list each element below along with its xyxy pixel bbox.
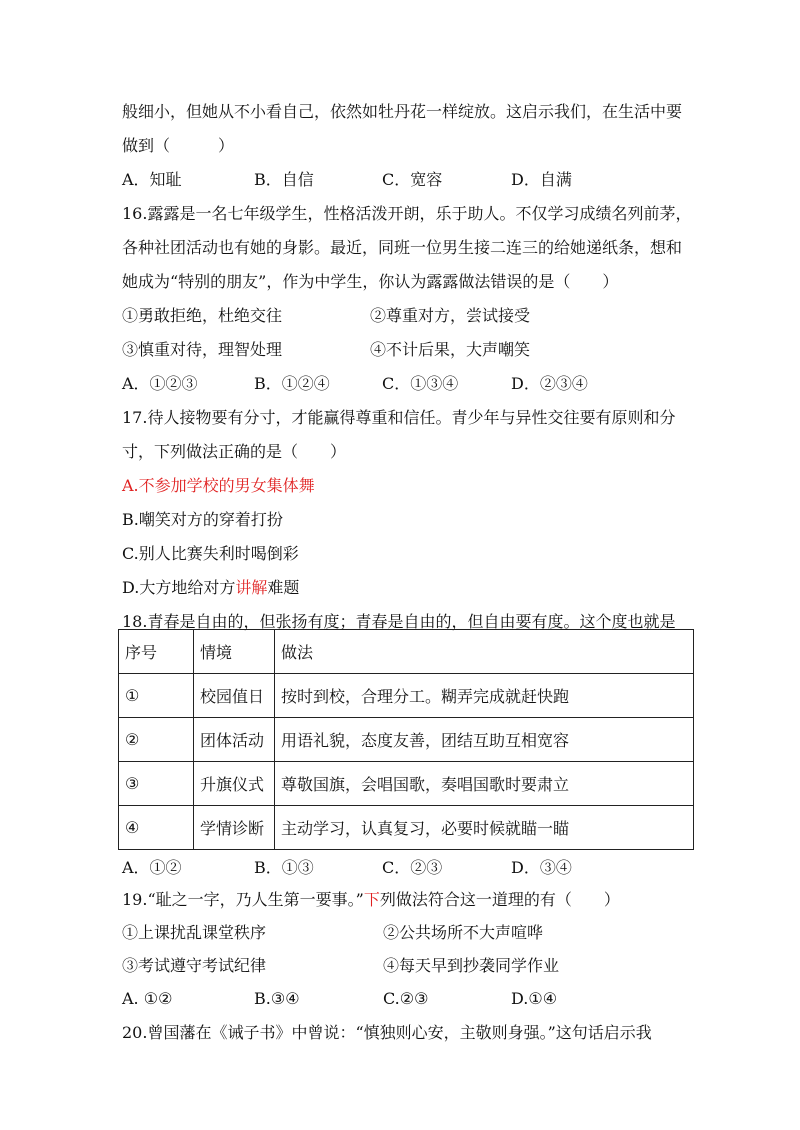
q16-option-a: A．①②③ (122, 374, 198, 393)
q19-item-3: ③考试遵守考试纪律 (122, 956, 267, 975)
table-cell: 主动学习，认真复习，必要时候就瞄一瞄 (275, 806, 694, 850)
q16-item-4: ④不计后果，大声嘲笑 (370, 340, 531, 359)
table-cell: 团体活动 (194, 718, 275, 762)
table-cell: 学情诊断 (194, 806, 275, 850)
table-row (119, 762, 694, 806)
q18-option-d: D．③④ (511, 858, 572, 877)
q17-option-b: B.嘲笑对方的穿着打扮 (122, 510, 283, 529)
q19-stem-text-2: 列做法符合这一道理的有（ ） (379, 890, 620, 909)
q17-option-d-text-2: 难题 (267, 578, 300, 597)
q16-option-c: C．①③④ (382, 374, 459, 393)
q17-stem-line-1: 17.待人接物要有分寸，才能赢得尊重和信任。青少年与异性交往要有原则和分 (122, 408, 676, 427)
q19-item-2: ②公共场所不大声喧哗 (383, 923, 544, 942)
table-header-cell: 序号 (119, 630, 194, 674)
table-cell: 按时到校，合理分工。糊弄完成就赶快跑 (275, 674, 694, 718)
table-cell: ③ (119, 762, 194, 806)
q18-stem-line-1: 18.青春是自由的，但张扬有度；青春是自由的，但自由要有度。这个度也就是 (122, 612, 676, 631)
q16-stem-line-3: 她成为“特别的朋友”，作为中学生，你认为露露做法错误的是（ ） (122, 272, 619, 291)
q15-option-a: A．知耻 (122, 170, 182, 189)
q15-stem-line-2: 做到（ ） (122, 136, 235, 155)
q17-stem-line-2: 寸，下列做法正确的是（ ） (122, 442, 347, 461)
q18-option-c: C．②③ (382, 858, 443, 877)
table-cell: 尊敬国旗，会唱国歌，奏唱国歌时要肃立 (275, 762, 694, 806)
q20-stem-line-1: 20.曾国藩在《诫子书》中曾说：“慎独则心安，主敬则身强。”这句话启示我 (122, 1023, 652, 1042)
q15-option-d: D．自满 (511, 170, 572, 189)
q16-option-d: D．②③④ (511, 374, 588, 393)
q19-option-b: B.③④ (254, 989, 300, 1008)
table-cell: 用语礼貌，态度友善，团结互助互相宽容 (275, 718, 694, 762)
q19-item-4: ④每天早到抄袭同学作业 (383, 956, 560, 975)
table-cell: ① (119, 674, 194, 718)
q19-item-1: ①上课扰乱课堂秩序 (122, 923, 267, 942)
q15-option-b: B．自信 (254, 170, 314, 189)
table-header-row (119, 630, 694, 674)
table-row (119, 806, 694, 850)
q16-item-2: ②尊重对方，尝试接受 (370, 306, 531, 325)
q16-item-1: ①勇敢拒绝，杜绝交往 (122, 306, 283, 325)
table-cell: ② (119, 718, 194, 762)
q19-option-d: D.①④ (511, 989, 558, 1008)
table-cell: ④ (119, 806, 194, 850)
q17-option-d-highlight: 讲解 (235, 578, 268, 597)
q17-option-d (122, 578, 299, 598)
q19-stem-highlight: 下 (363, 890, 380, 909)
q16-item-3: ③慎重对待，理智处理 (122, 340, 283, 359)
q18-option-b: B．①③ (254, 858, 314, 877)
q17-option-d-text-1: D.大方地给对方 (122, 578, 236, 597)
q18-option-a: A．①② (122, 858, 182, 877)
q15-option-c: C．宽容 (382, 170, 443, 189)
q15-stem-line-1: 般细小，但她从不小看自己，依然如牡丹花一样绽放。这启示我们，在生活中要 (122, 102, 683, 121)
q17-option-a: A.不参加学校的男女集体舞 (122, 476, 315, 495)
q19-stem-line-1 (122, 890, 620, 910)
table-row (119, 674, 694, 718)
table-header-cell: 情境 (194, 630, 275, 674)
q16-option-b: B．①②④ (254, 374, 330, 393)
q19-option-c: C.②③ (383, 989, 429, 1008)
q19-stem-text-1: 19.“耻之一字，乃人生第一要事。” (122, 890, 364, 909)
table-header-cell: 做法 (275, 630, 694, 674)
table-row (119, 718, 694, 762)
q17-option-c: C.别人比赛失利时喝倒彩 (122, 544, 299, 563)
table-cell: 校园值日 (194, 674, 275, 718)
q19-option-a: A. ①② (122, 989, 173, 1008)
q16-stem-line-1: 16.露露是一名七年级学生，性格活泼开朗，乐于助人。不仅学习成绩名列前茅， (122, 204, 692, 223)
table-cell: 升旗仪式 (194, 762, 275, 806)
q18-table (118, 629, 694, 850)
q16-stem-line-2: 各种社团活动也有她的身影。最近，同班一位男生接二连三的给她递纸条，想和 (122, 238, 683, 257)
